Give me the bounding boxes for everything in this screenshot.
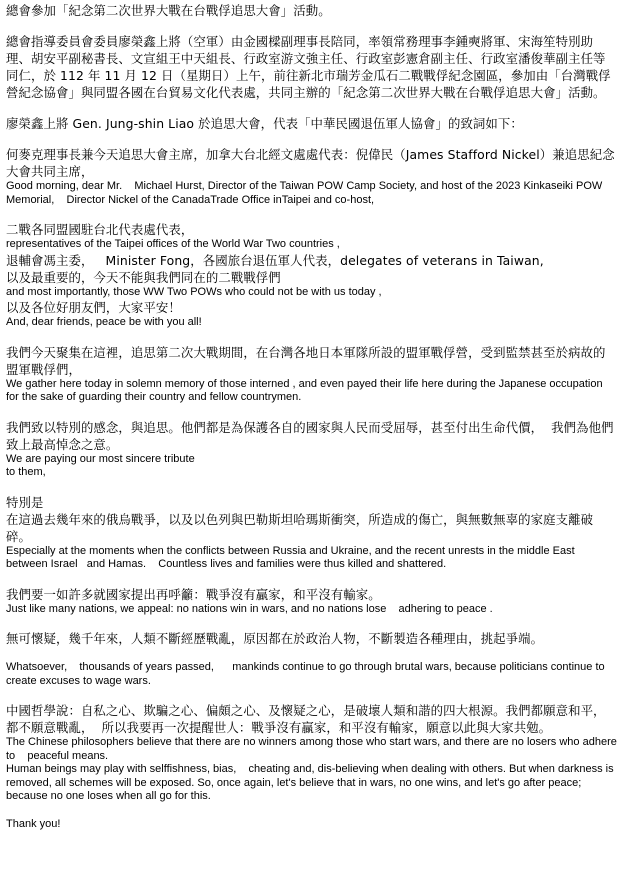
chinese-paragraph: 中國哲學說：自私之心、欺騙之心、偏頗之心、及懷疑之心，是破壞人類和諧的四大根源。我們都願意和平，都不願意戰亂， 所以我要再一次提醒世人：戰爭沒有贏家，和平沒有輸家，願意以此與大家共勉。 [6,703,606,735]
article-body [6,2,618,831]
chinese-paragraph: 以及最重要的，今天不能與我們同在的二戰戰俘們 [6,269,281,285]
chinese-paragraph: 特別是 [6,494,44,510]
chinese-paragraph: 在這過去幾年來的俄烏戰爭，以及以色列與巴勒斯坦哈瑪斯衝突，所造成的傷亡，與無數無辜的家庭支離破碎。 [6,511,594,544]
paragraph-spacer [6,572,618,586]
paragraph-spacer [6,804,618,818]
english-paragraph: We gather here today in solemn memory of those interned , and even payed their life here during the Japanese occupation for the sake of guarding their country and fellow countrymen. [6,377,606,403]
english-paragraph: and most importantly, those WW Two POWs who could not be with us today , [6,285,382,298]
english-paragraph: representatives of the Taipei offices of the World War Two countries , [6,238,340,250]
chinese-paragraph: 我們今天聚集在這裡，追思第二次大戰期間，在台灣各地日本軍隊所設的盟軍戰俘營，受到監禁甚至於病故的盟軍戰俘們， [6,344,606,377]
paragraph-spacer [6,330,618,344]
paragraph-spacer [6,480,618,494]
english-paragraph: And, dear friends, peace be with you all! [6,316,202,328]
english-paragraph: We are paying our most sincere tribute to them, [6,452,195,478]
chinese-paragraph: 我們要一如許多就國家提出再呼籲：戰爭沒有贏家，和平沒有輸家。 [6,586,381,602]
paragraph-spacer [6,616,618,630]
paragraph-spacer [6,405,618,419]
paragraph-spacer [6,132,618,146]
paragraph-spacer [6,19,618,33]
chinese-paragraph: 總會參加「紀念第二次世界大戰在台戰俘追思大會」活動。 [6,3,331,18]
chinese-paragraph: 無可懷疑，幾千年來，人類不斷經歷戰亂，原因都在於政治人物，不斷製造各種理由，挑起爭端。 [6,631,544,646]
chinese-paragraph: 以及各位好朋友們，大家平安！ [6,300,181,315]
english-paragraph: Whatsoever, thousands of years passed, mankinds continue to go through brutal wars, because politicians continue to create excuses to wage wars. [6,661,608,687]
english-paragraph: Thank you! [6,817,61,830]
english-paragraph: The Chinese philosophers believe that there are no winners among those who start wars, and there are no losers who adhere to peaceful means. Human beings may play with selffishness, bias, cheating and, dis-believing when dealing with others. But when darkness is removed, all schemes will be exposed. So, once again, let's believe that in wars, no one wins, and let's go after peace; because no one loses when all go for this. [6,736,617,802]
paragraph-spacer [6,647,618,661]
english-paragraph: Especially at the moments when the conflicts between Russia and Ukraine, and the recent unrests in the middle East between Israel and Hamas. Countless lives and families were thus killed and shattered. [6,544,578,570]
chinese-paragraph: 總會指導委員會委員廖榮鑫上將（空軍）由金國樑副理事長陪同，率領常務理事李鍾奭將軍、宋海笙特別助理、胡安平副秘書長、文宣組王中天組長、行政室游文強主任、行政室彭憲倉副主任、行政室潘俊華副主任等同仁，於 112 年 11 月 12 日（星期日）上午，前往新北市瑞芳金瓜石二戰戰俘紀念園區，參加由「台灣戰俘營紀念協會」與同盟各國在台貿易文化代表處，共同主辦的「紀念第二次世界大戰在台戰俘追思大會」活動。 [6,34,611,100]
paragraph-spacer [6,207,618,221]
english-paragraph: Just like many nations, we appeal: no nations win in wars, and no nations lose adhering to peace . [6,602,493,615]
chinese-paragraph: 退輔會馮主委， Minister Fong，各國旅台退伍軍人代表，delegates of veterans in Taiwan, [6,252,544,268]
english-paragraph: Good morning, dear Mr. Michael Hurst, Director of the Taiwan POW Camp Society, and host of the 2023 Kinkaseiki POW Memorial, Director Nickel of the CanadaTrade Office inTaipei and co-host, [6,180,606,206]
paragraph-spacer [6,101,618,115]
chinese-paragraph: 廖榮鑫上將 Gen. Jung-shin Liao 於追思大會，代表「中華民國退伍軍人協會」的致詞如下： [6,116,523,131]
chinese-paragraph: 何麥克理事長兼今天追思大會主席，加拿大台北經文處處代表：倪偉民（James Stafford Nickel）兼追思紀念大會共同主席， [6,147,615,179]
chinese-paragraph: 我們致以特別的感念，與追思。他們都是為保護各自的國家與人民而受屈辱，甚至付出生命代價， 我們為他們致上最高悼念之意。 [6,419,614,452]
paragraph-spacer [6,688,618,702]
chinese-paragraph: 二戰各同盟國駐台北代表處代表， [6,222,194,237]
